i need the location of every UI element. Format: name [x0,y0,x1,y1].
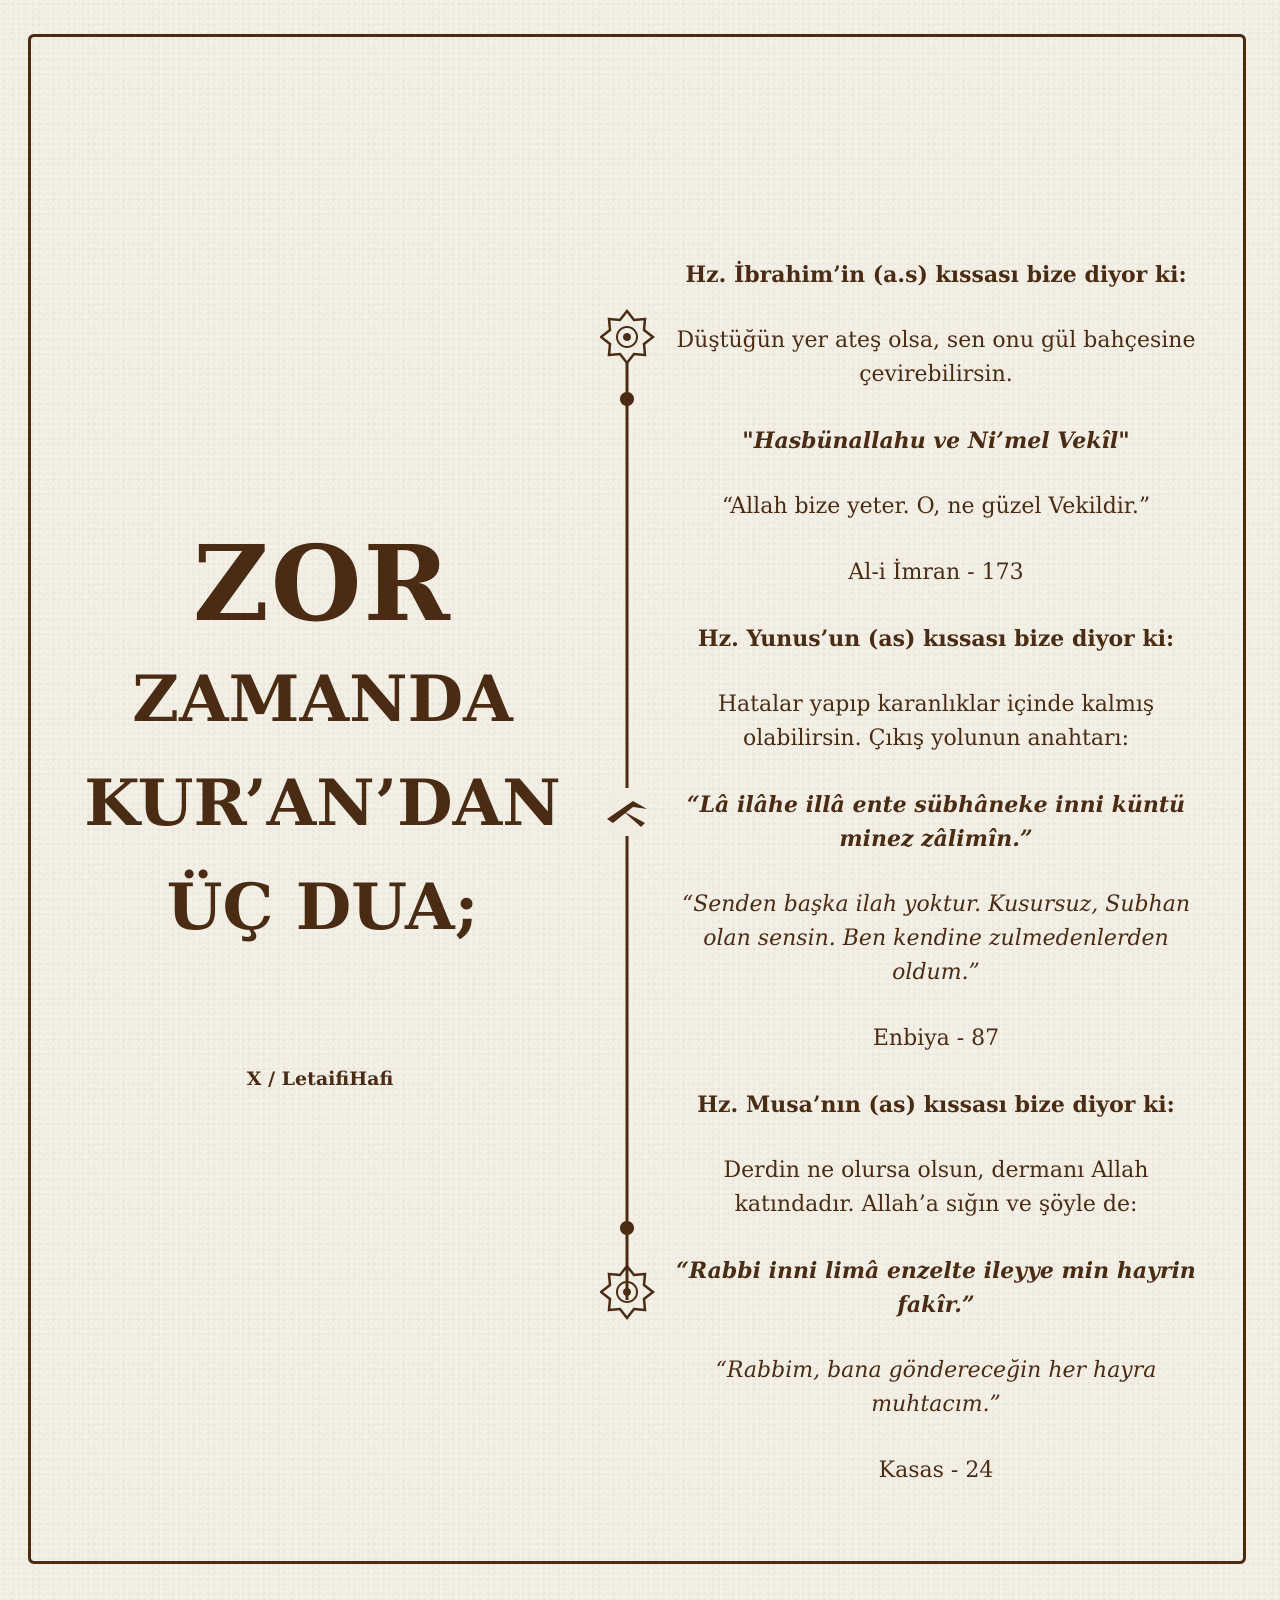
top-dot [620,392,634,406]
section-3-body: Derdin ne olursa olsun, dermanı Allah katındadır. Allah’a sığın ve şöyle de: [723,1158,1149,1217]
section-2-prayer: “Lâ ilâhe illâ ente sübhâneke inni küntü minez zâlimîn.” [686,792,1186,852]
section-2-meaning: “Senden başka ilah yoktur. Kusursuz, Subhan olan sensin. Ben kendine zulmedenlerden oldum.” [681,892,1191,985]
section-3-heading: Hz. Musa’nın (as) kıssası bize diyor ki: [697,1092,1175,1118]
section-1-prayer: "Hasbünallahu ve Ni’mel Vekîl" [742,428,1130,454]
title-line-4: ÜÇ DUA; [166,870,479,945]
section-1-heading: Hz. İbrahim’in (a.s) kıssası bize diyor ki: [685,262,1187,288]
author-credit: X / LetaifiHafi [246,1068,394,1090]
title-block [60,520,585,960]
section-2-heading: Hz. Yunus’un (as) kıssası bize diyor ki: [697,626,1175,652]
section-3-meaning: “Rabbim, bana göndereceğin her hayra muhtacım.” [715,1358,1157,1417]
section-1-body: Düştüğün yer ateş olsa, sen onu gül bahçesine çevirebilirsin. [676,328,1196,387]
section-3-prayer: “Rabbi inni limâ enzelte ileyye min hayrin fakîr.” [676,1258,1196,1318]
title-line-1: ZOR [193,522,452,645]
ornamental-timeline [600,300,660,1330]
section-1-meaning: “Allah bize yeter. O, ne güzel Vekildir.” [721,494,1151,519]
bottom-dot [620,1221,634,1235]
prayers-content [662,258,1210,1488]
title-line-3: KUR’AN’DAN [84,766,561,841]
top-star-ornament-icon [601,311,653,363]
section-2-reference: Enbiya - 87 [872,1026,1000,1051]
title-line-2: ZAMANDA [132,662,513,737]
section-3-reference: Kasas - 24 [878,1458,994,1483]
section-2-body: Hatalar yapıp karanlıklar içinde kalmış olabilirsin. Çıkış yolunun anahtarı: [717,692,1155,751]
section-1-reference: Al-i İmran - 173 [848,560,1024,585]
